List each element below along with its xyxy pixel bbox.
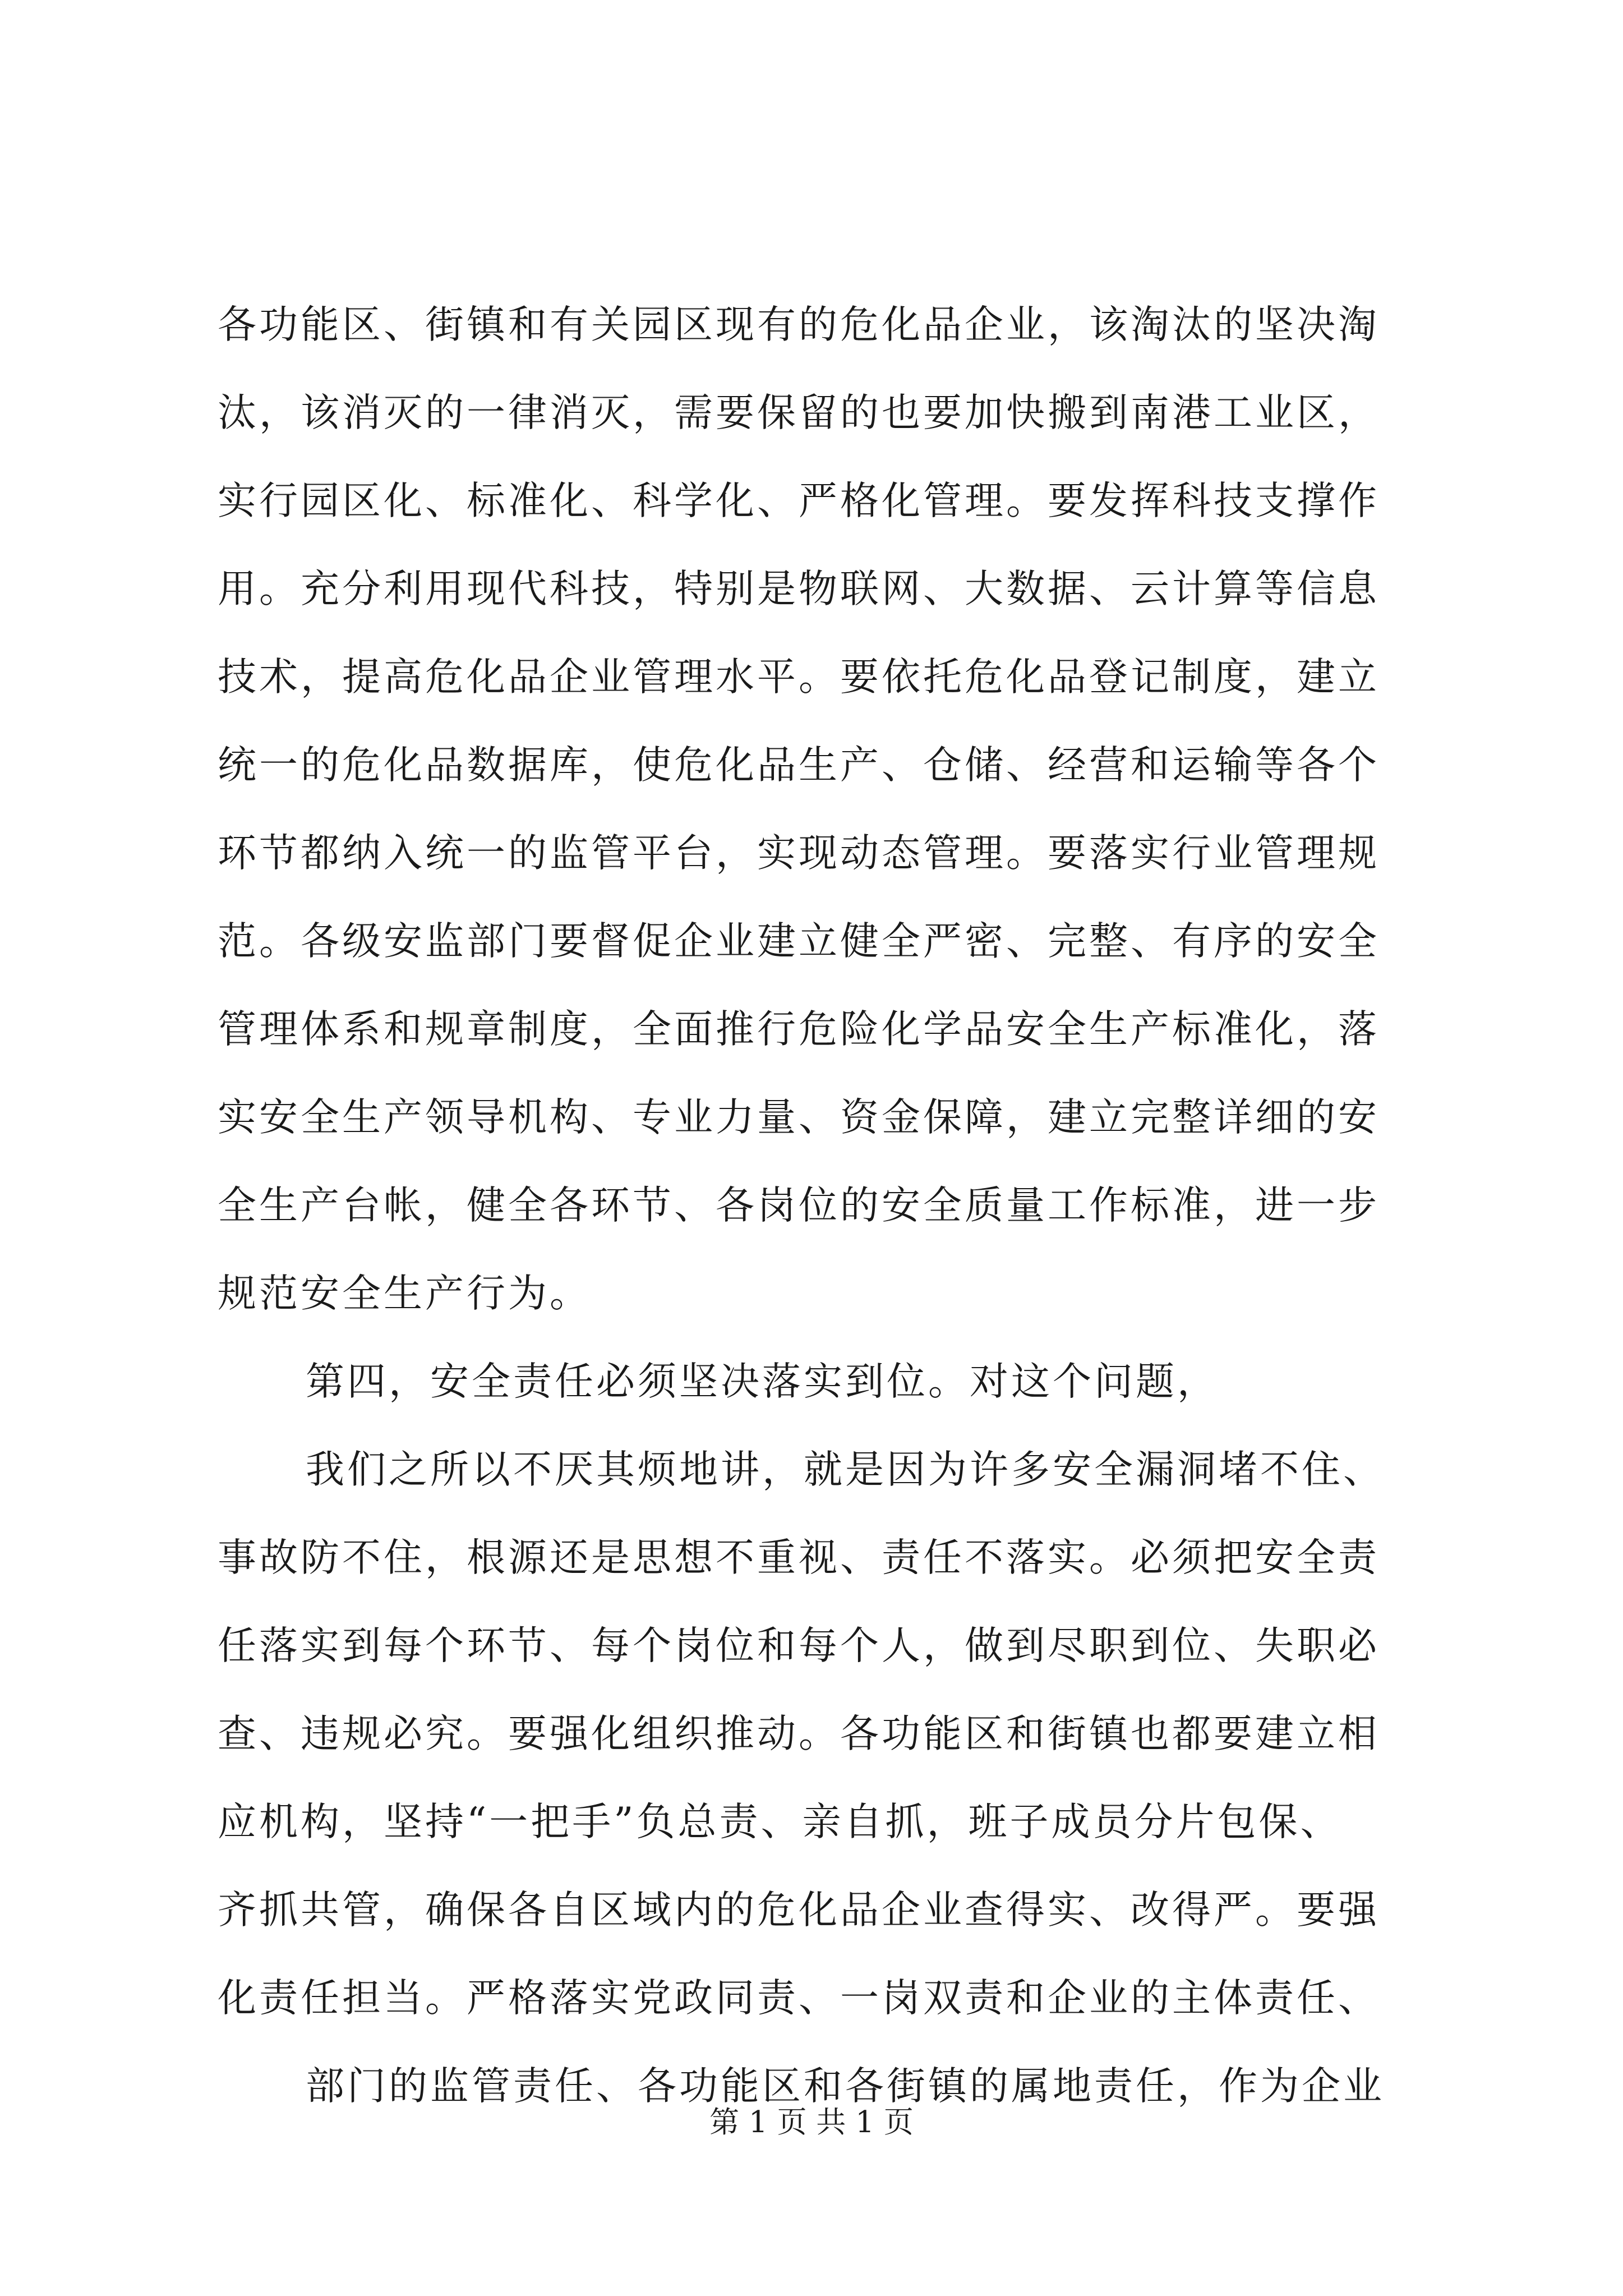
body-line: 实行园区化、标准化、科学化、严格化管理。要发挥科技支撑作 xyxy=(218,478,1380,523)
body-line: 环节都纳入统一的监管平台，实现动态管理。要落实行业管理规 xyxy=(218,831,1380,876)
body-line: 任落实到每个环节、每个岗位和每个人，做到尽职到位、失职必 xyxy=(218,1623,1380,1668)
body-line: 查、违规必究。要强化组织推动。各功能区和街镇也都要建立相 xyxy=(218,1711,1380,1756)
body-line: 实安全生产领导机构、专业力量、资金保障，建立完整详细的安 xyxy=(218,1095,1380,1140)
body-line: 各功能区、街镇和有关园区现有的危化品企业，该淘汰的坚决淘 xyxy=(218,302,1380,347)
body-line: 齐抓共管，确保各自区域内的危化品企业查得实、改得严。要强 xyxy=(218,1888,1380,1932)
paragraph-first-line: 部门的监管责任、各功能区和各街镇的属地责任，作为企业 xyxy=(306,2064,1385,2109)
body-line: 管理体系和规章制度，全面推行危险化学品安全生产标准化，落 xyxy=(218,1007,1380,1052)
body-line: 汰，该消灭的一律消灭，需要保留的也要加快搬到南港工业区， xyxy=(218,390,1380,435)
body-line: 事故防不住，根源还是思想不重视、责任不落实。必须把安全责 xyxy=(218,1535,1380,1580)
body-line: 应机构，坚持“一把手”负总责、亲自抓，班子成员分片包保、 xyxy=(218,1800,1342,1844)
body-line: 化责任担当。严格落实党政同责、一岗双责和企业的主体责任、 xyxy=(218,1976,1380,2021)
body-line: 技术，提高危化品企业管理水平。要依托危化品登记制度，建立 xyxy=(218,655,1380,700)
paragraph-first-line: 第四，安全责任必须坚决落实到位。对这个问题， xyxy=(306,1359,1219,1404)
body-line: 用。充分利用现代科技，特别是物联网、大数据、云计算等信息 xyxy=(218,567,1380,611)
body-line: 范。各级安监部门要督促企业建立健全严密、完整、有序的安全 xyxy=(218,919,1380,964)
page-number-footer: 第 1 页 共 1 页 xyxy=(709,2105,914,2139)
body-line: 统一的危化品数据库，使危化品生产、仓储、经营和运输等各个 xyxy=(218,743,1380,788)
body-line: 规范安全生产行为。 xyxy=(218,1271,591,1316)
paragraph-first-line: 我们之所以不厌其烦地讲，就是因为许多安全漏洞堵不住、 xyxy=(306,1447,1385,1492)
body-line: 全生产台帐，健全各环节、各岗位的安全质量工作标准，进一步 xyxy=(218,1183,1380,1228)
